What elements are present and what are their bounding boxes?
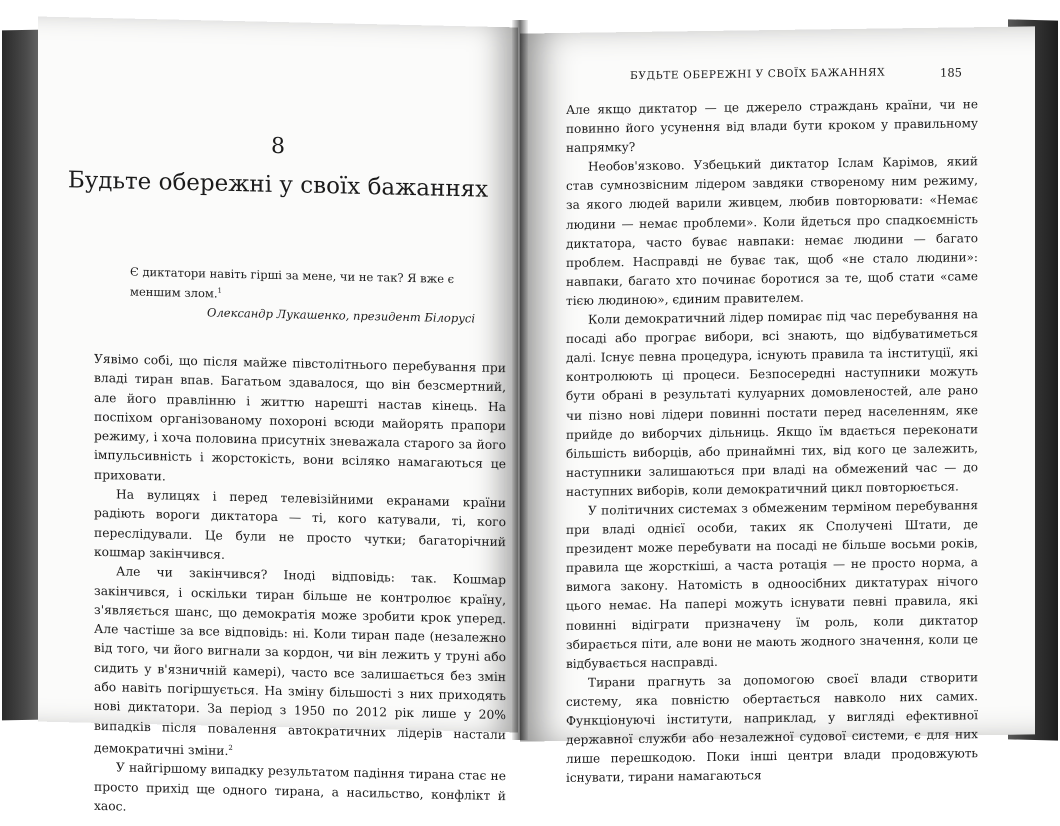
running-head: БУДЬТЕ ОБЕРЕЖНІ У СВОЇХ БАЖАННЯХ	[630, 66, 886, 83]
footnote-marker: 1	[217, 286, 222, 295]
book-cover-left-edge	[2, 30, 42, 721]
page-number: 185	[940, 65, 962, 80]
paragraph: На вулицях і перед телевізійними екранами країни радіють вороги диктатора — ті, кого катували, ті, кого переслідували. Це були не просто чутки; багаторічний кошмар закінчився.	[94, 487, 506, 562]
chapter-number: 8	[271, 133, 285, 160]
paragraph: Але чи закінчився? Іноді відповідь: так. Кошмар закінчився, і оскільки тиран більше не контролює країну, з'являється шанс, що демократія може зробити крок уперед. Але частіше за все відповідь: ні. Коли тиран паде (незалежно від того, чи його вигнали за кордон, чи він лежить у труні або сидить у в'язничній камері), часто все залишається без змін або навіть погіршується. На зміну більшості з них приходять нові диктатори. За період з 1950 по 2012 рік лише у 20% випадків після повалення автократичних лідерів настали демократичні зміни.$^2$	[94, 564, 506, 758]
left-page-body	[94, 350, 506, 826]
epigraph-source: Олександр Лукашенко, президент Білорусі	[207, 305, 475, 326]
right-page-body	[566, 95, 978, 788]
book-gutter	[512, 20, 528, 740]
paragraph: У політичних системах з обмеженим терміном перебування при владі однієї особи, таких як Сполучені Штати, де президент може перебувати на посаді не більше восьми років, правила ще жорсткіші, а часта ротація — не просто норма, а вимога закону. Натомість в одноосібних диктатурах нічого цього немає. На папері можуть існувати певні правила, які повинні відіграти призначену їм роль, коли диктатор збирається піти, але вони не мають жодного значення, коли це відбувається насправді.	[566, 498, 978, 671]
epigraph	[130, 264, 475, 328]
paragraph: Але якщо диктатор — це джерело страждань країни, чи не повинно його усунення від влади бути кроком у правильному напрямку?	[566, 97, 978, 156]
paragraph: У найгіршому випадку результатом падіння тирана стає не просто прихід ще одного тирана, а насильство, конфлікт й хаос.	[94, 760, 506, 814]
left-page	[38, 17, 518, 814]
paragraph: Коли демократичний лідер помирає під час перебування на посаді або програє вибори, всі знають, що відбуватиметься далі. Існує певна процедура, існують правила та інституції, які контролюють ці процеси. Безпосередні наступники можуть бути обрані в результаті кулуарних домовленостей, але рано чи пізно нові лідери повинні постати перед населенням, яке прийде до виборчих дільниць. Якщо їм вдається переконати більшість виборців, або принаймні тих, від кого це залежить, наступники залишаються при владі на обмежений час — до наступних виборів, коли демократичний цикл повторюється.	[566, 307, 978, 499]
chapter-title: Будьте обережні у своїх бажаннях	[67, 167, 489, 203]
paragraph: Необов'язково. Узбецький диктатор Іслам Карімов, який став сумнозвісним лідером завдяки створеному ним режиму, за якого людей варили живцем, любив повторювати: «Немає людини — немає проблеми». Коли йдеться про спадкоємність диктатора, часто буває навпаки: немає людини — багато проблем. Насправді не буває так, щоб «не стало людини»: навпаки, багато хто починає боротися за те, щоб стати «саме тією людиною», єдиним правителем.	[566, 154, 978, 308]
epigraph-text: Є диктатори навіть гірші за мене, чи не так? Я вже є меншим злом.$^1$	[130, 264, 455, 301]
paragraph: Уявімо собі, що після майже півстолітнього перебування при владі тиран впав. Багатьом здавалося, що він безсмертний, але його правлінню і життю нарешті настав кінець. На поспіхом організованому похороні всюди майорять прапори режиму, і хоча половина присутніх зневажала старого за його імпульсивність і жорстокість, вони всіляко намагаються це приховати.	[94, 351, 506, 484]
footnote-marker: 2	[228, 743, 233, 752]
paragraph: Тирани прагнуть за допомогою своєї влади створити систему, яка повністю обертається навколо них самих. Функціонуючі інститути, наприклад, у вигляді ефективної державної служби або незалежної судової системи, є для них лише перешкодою. Поки інші центри влади продовжують існувати, тирани намагаються	[566, 670, 978, 786]
right-page	[520, 26, 1035, 786]
